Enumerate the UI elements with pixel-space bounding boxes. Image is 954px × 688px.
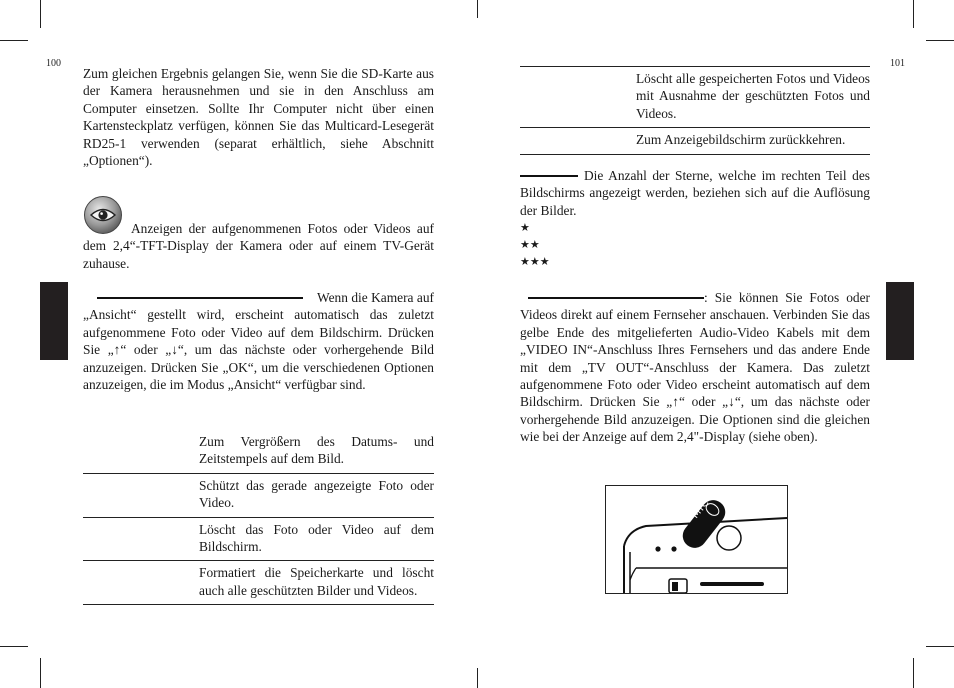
heading-placeholder <box>528 296 704 299</box>
option-row <box>83 518 434 562</box>
star-row-3: ★★★ <box>520 255 550 269</box>
paragraph-text: Wenn die Kamera auf „Ansicht“ gestellt wird, erscheint automatisch das zuletzt aufgenommene Foto oder Video auf dem Bildschirm. Drücken Sie „↑“ oder „↓“, um das nächste oder vorhergehende Bild anzuzeigen. Drücken Sie „OK“, um die verschiedenen Optionen anzuzeigen, die im Modus „Ansicht“ verfügbar sind. <box>83 290 434 393</box>
resolution-stars-list <box>520 219 550 271</box>
option-row <box>520 128 870 154</box>
option-description: Zum Anzeigebildschirm zurückkehren. <box>636 132 846 148</box>
option-description: Zum Vergrößern des Datums- und Zeitstempels auf dem Bild. <box>199 434 434 467</box>
option-description: Schützt das gerade angezeigte Foto oder Video. <box>199 477 434 511</box>
page-number-right: 101 <box>890 58 905 69</box>
crop-mark <box>477 0 478 18</box>
crop-mark <box>40 0 41 28</box>
star-row-1: ★ <box>520 221 530 234</box>
thumb-tab-left <box>40 282 68 360</box>
option-row <box>83 561 434 605</box>
right-options-table <box>520 66 870 155</box>
crop-mark <box>913 658 914 688</box>
right-para-stars <box>520 167 870 219</box>
heading-placeholder <box>520 174 578 177</box>
page-number-left: 100 <box>46 58 61 69</box>
option-description: Löscht das Foto oder Video auf dem Bildschirm. <box>199 521 434 555</box>
right-para-tv-output <box>520 289 870 446</box>
heading-placeholder <box>97 296 303 299</box>
option-description: Löscht alle gespeicherten Fotos und Videos mit Ausnahme der geschützten Fotos und Videos. <box>636 71 870 121</box>
mic-label: MIC <box>690 497 712 521</box>
crop-mark <box>40 658 41 688</box>
option-description: Formatiert die Speicherkarte und löscht auch alle geschützten Bilder und Videos. <box>199 565 434 598</box>
crop-mark <box>926 40 954 41</box>
thumb-tab-right <box>886 282 914 360</box>
crop-mark <box>477 668 478 688</box>
camera-illustration <box>605 485 788 594</box>
option-row <box>520 67 870 128</box>
option-row <box>83 430 434 474</box>
crop-mark <box>0 646 28 647</box>
left-para-sd-card <box>83 65 434 169</box>
crop-mark <box>0 40 28 41</box>
paragraph-text: : Sie können Sie Fotos oder Videos direkt auf einem Fernseher anschauen. Verbinden Sie das gelbe Ende des mitgelieferten Audio-Video Kabels mit dem „VIDEO IN“-Anschluss Ihres Fernsehers und das andere Ende mit dem „TV OUT“-Anschluss der Kamera. Das zuletzt aufgenommene Foto oder Video erscheint automatisch auf dem Bildschirm. Drücken Sie „↑“ oder „↓“, um das nächste oder vorhergehende Bild anzuzeigen. Die Optionen sind die gleichen wie bei der Anzeige auf dem 2,4"-Display (siehe oben). <box>520 290 870 445</box>
paragraph-text: Die Anzahl der Sterne, welche im rechten Teil des Bildschirms angezeigt werden, beziehen sich auf die Auflösung der Bilder. <box>520 168 870 218</box>
left-para-view-mode <box>83 220 434 272</box>
star-row-2: ★★ <box>520 238 540 252</box>
crop-mark <box>926 646 954 647</box>
paragraph-text: Zum gleichen Ergebnis gelangen Sie, wenn Sie die SD-Karte aus der Kamera herausnehmen und sie in den Anschluss am Computer einsetzen. Sollte Ihr Computer nicht über einen Kartensteckplatz verfügen, können Sie das Multicard-Lesegerät RD25-1 verwenden (separat erhältlich, siehe Abschnitt „Optionen“). <box>83 66 434 169</box>
option-row <box>83 474 434 518</box>
left-para-view-instructions <box>83 289 434 393</box>
camera-drawing <box>606 486 787 593</box>
left-options-table <box>83 430 434 605</box>
crop-mark <box>913 0 914 28</box>
paragraph-text: Anzeigen der aufgenommenen Fotos oder Videos auf dem 2,4“-TFT-Display der Kamera oder auf einem TV-Gerät zuhause. <box>83 221 434 271</box>
